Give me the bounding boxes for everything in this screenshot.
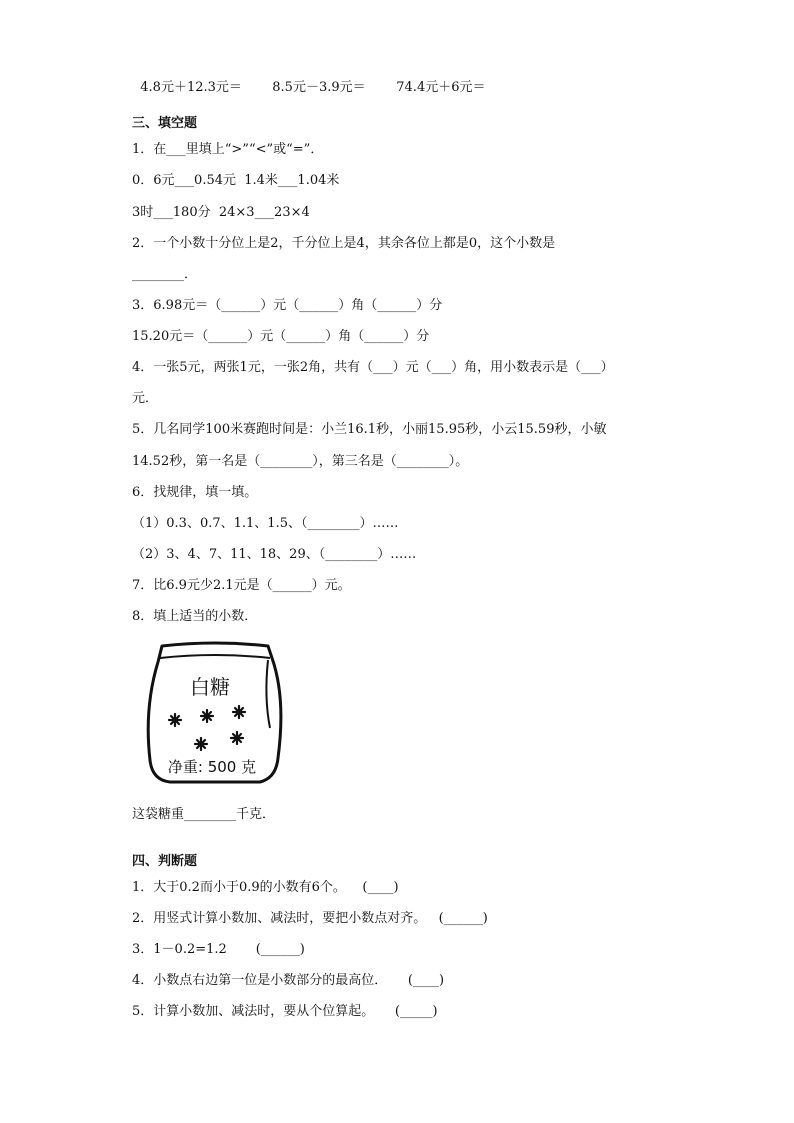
judge-line: 3．1－0.2=1.2 (______) xyxy=(132,942,305,957)
section-title: 三、填空题 xyxy=(132,116,198,131)
question-line: 15.20元＝（______）元（______）角（______）分 xyxy=(132,329,430,344)
calc-row xyxy=(132,68,485,94)
judge-line: 5．计算小数加、减法时，要从个位算起。 (_____) xyxy=(132,1004,438,1019)
question-line: 0．6元___0.54元 1.4米___1.04米 xyxy=(132,173,340,188)
question-line: 14.52秒，第一名是（________），第三名是（________）。 xyxy=(132,454,469,469)
bag-weight: 净重: 500 克 xyxy=(167,758,257,776)
question-line: 这袋糖重________千克． xyxy=(132,807,276,822)
question-line: （2）3、4、7、11、18、29、（________）…… xyxy=(132,547,417,562)
question-line: 4．一张5元，两张1元，一张2角，共有（___）元（___）角，用小数表示是（___） xyxy=(132,360,614,375)
question-line: 2．一个小数十分位上是2，千分位上是4，其余各位上都是0，这个小数是 xyxy=(132,236,556,251)
calc-item: 74.4元＋6元＝ xyxy=(396,80,486,95)
section-title: 四、判断题 xyxy=(132,854,198,869)
question-line: 8．填上适当的小数． xyxy=(132,609,258,624)
judge-line: 1．大于0.2而小于0.9的小数有6个。 (____) xyxy=(132,880,399,895)
question-line: 6．找规律，填一填。 xyxy=(132,485,258,500)
question-line: 3．6.98元＝（______）元（______）角（______）分 xyxy=(132,298,443,313)
sugar-bag-icon xyxy=(140,638,290,788)
bag-title: 白糖 xyxy=(190,675,230,699)
question-line: 5．几名同学100米赛跑时间是：小兰16.1秒，小丽15.95秒，小云15.59秒，小敏 xyxy=(132,422,607,437)
question-line: 7．比6.9元少2.1元是（______）元。 xyxy=(132,578,351,593)
judge-line: 4．小数点右边第一位是小数部分的最高位． (____) xyxy=(132,973,445,988)
calc-item: 8.5元－3.9元＝ xyxy=(272,80,366,95)
question-line: 元． xyxy=(132,391,159,406)
judge-line: 2．用竖式计算小数加、减法时，要把小数点对齐。 (______) xyxy=(132,911,488,926)
question-line: 1．在___里填上“>”“<”或“=”． xyxy=(132,142,324,157)
question-line: 3时___180分 24×3___23×4 xyxy=(132,205,310,220)
sugar-bag-illustration xyxy=(140,638,290,788)
question-line: ________． xyxy=(132,267,198,282)
calc-item: 4.8元＋12.3元＝ xyxy=(140,80,242,95)
question-line: （1）0.3、0.7、1.1、1.5、（________）…… xyxy=(132,516,399,531)
